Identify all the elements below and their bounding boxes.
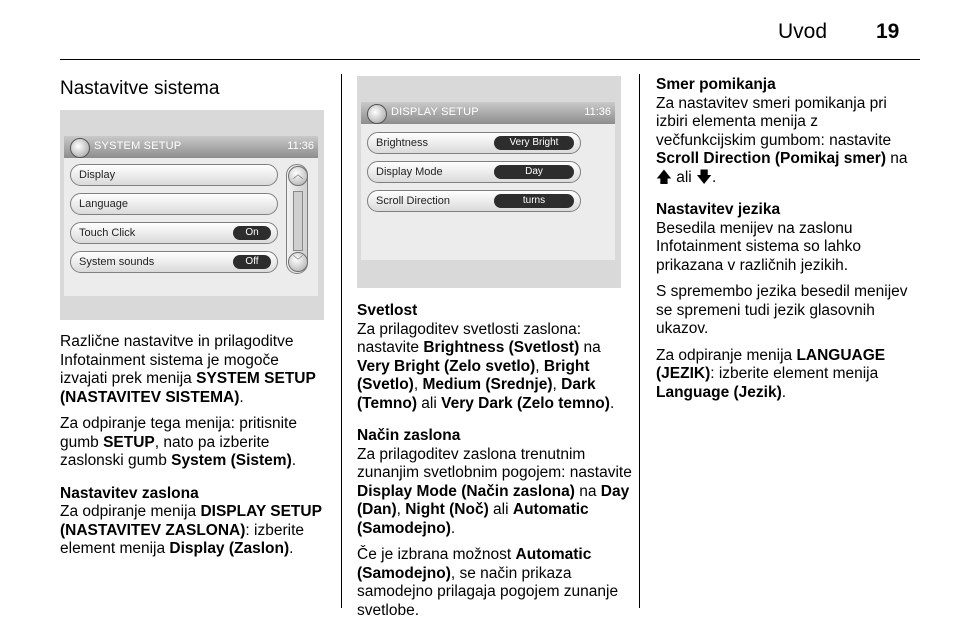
arrow-up-icon: 🡅: [656, 168, 672, 186]
system-sounds-toggle: Off: [233, 255, 271, 269]
display-mode-paragraph: Za prilagoditev zaslona trenutnim zunanjim svetlobnim pogojem: nastavite Display Mode (Način zaslona) na Day (Dan), Night (Noč) ali Automatic (Samodejno).: [357, 445, 632, 537]
scroll-up-icon: ︿: [288, 166, 308, 186]
intro-paragraph: Različne nastavitve in prilagoditve Infotainment sistema je mogoče izvajati prek menija SYSTEM SETUP (NASTAVITEV SISTEMA).: [60, 333, 316, 406]
column-1: [60, 333, 328, 567]
display-setup-screenshot: [357, 76, 621, 288]
heading-display-mode: Način zaslona: [357, 427, 461, 444]
language-paragraph-3: Za odpiranje menija LANGUAGE (JEZIK): izberite element menija Language (Jezik).: [656, 346, 886, 401]
screen-clock: 11:36: [287, 140, 314, 152]
gear-icon: [367, 104, 387, 124]
heading-scroll-direction: Smer pomikanja: [656, 76, 776, 93]
menu-item-touch-click: Touch Click On: [70, 222, 278, 244]
screen-title: DISPLAY SETUP: [391, 106, 479, 118]
heading-brightness: Svetlost: [357, 302, 418, 319]
arrow-down-icon: 🡇: [696, 168, 712, 186]
touch-click-toggle: On: [233, 226, 271, 240]
menu-item-system-sounds: System sounds Off: [70, 251, 278, 273]
scrollbar: [286, 164, 308, 274]
gear-icon: [70, 138, 90, 158]
screen-clock: 11:36: [584, 106, 611, 118]
page-number: 19: [876, 20, 900, 43]
language-paragraph-2: S spremembo jezika besedil menijev se spremeni tudi jezik glasovnih ukazov.: [656, 283, 908, 337]
display-settings-paragraph: Za odpiranje menija DISPLAY SETUP (NASTAVITEV ZASLONA): izberite element menija Display (Zaslon).: [60, 503, 322, 557]
scroll-direction-value: turns: [494, 194, 574, 208]
column-2: [357, 302, 633, 628]
menu-item-display-mode: Display Mode Day: [367, 161, 581, 183]
header-rule: [60, 59, 920, 60]
heading-display-settings: Nastavitev zaslona: [60, 484, 199, 502]
scroll-down-icon: ﹀: [288, 252, 308, 272]
column-3: [656, 76, 922, 410]
brightness-paragraph: Za prilagoditev svetlosti zaslona: nastavite Brightness (Svetlost) na Very Bright (Zelo svetlo), Bright (Svetlo), Medium (Srednje), Dark (Temno) ali Very Dark (Zelo temno).: [357, 320, 615, 412]
menu-item-brightness: Brightness Very Bright: [367, 132, 581, 154]
automatic-mode-paragraph: Če je izbrana možnost Automatic (Samodejno), se način prikaza samodejno prilagaja pogojem zunanje svetlobe.: [357, 546, 619, 619]
system-setup-screenshot: [60, 110, 324, 320]
scroll-direction-paragraph: Za nastavitev smeri pomikanja pri izbiri elementa menija z večfunkcijskim gumbom: nastavite Scroll Direction (Pomikaj smer) na 🡅 ali 🡇.: [656, 94, 908, 186]
section-title: Nastavitve sistema: [60, 78, 220, 99]
heading-language: Nastavitev jezika: [656, 201, 781, 218]
column-divider-1: [341, 74, 342, 608]
menu-item-scroll-direction: Scroll Direction turns: [367, 190, 581, 212]
language-paragraph-1: Besedila menijev na zaslonu Infotainment sistema so lahko prikazana v različnih jezikih.: [656, 219, 862, 274]
column-divider-2: [639, 74, 640, 608]
screen-title: SYSTEM SETUP: [94, 140, 182, 152]
display-mode-value: Day: [494, 165, 574, 179]
menu-item-language: Language: [70, 193, 278, 215]
menu-item-display: Display: [70, 164, 278, 186]
brightness-value: Very Bright: [494, 136, 574, 150]
open-menu-paragraph: Za odpiranje tega menija: pritisnite gumb SETUP, nato pa izberite zaslonski gumb System (Sistem).: [60, 415, 297, 469]
running-header-title: Uvod: [778, 20, 828, 43]
